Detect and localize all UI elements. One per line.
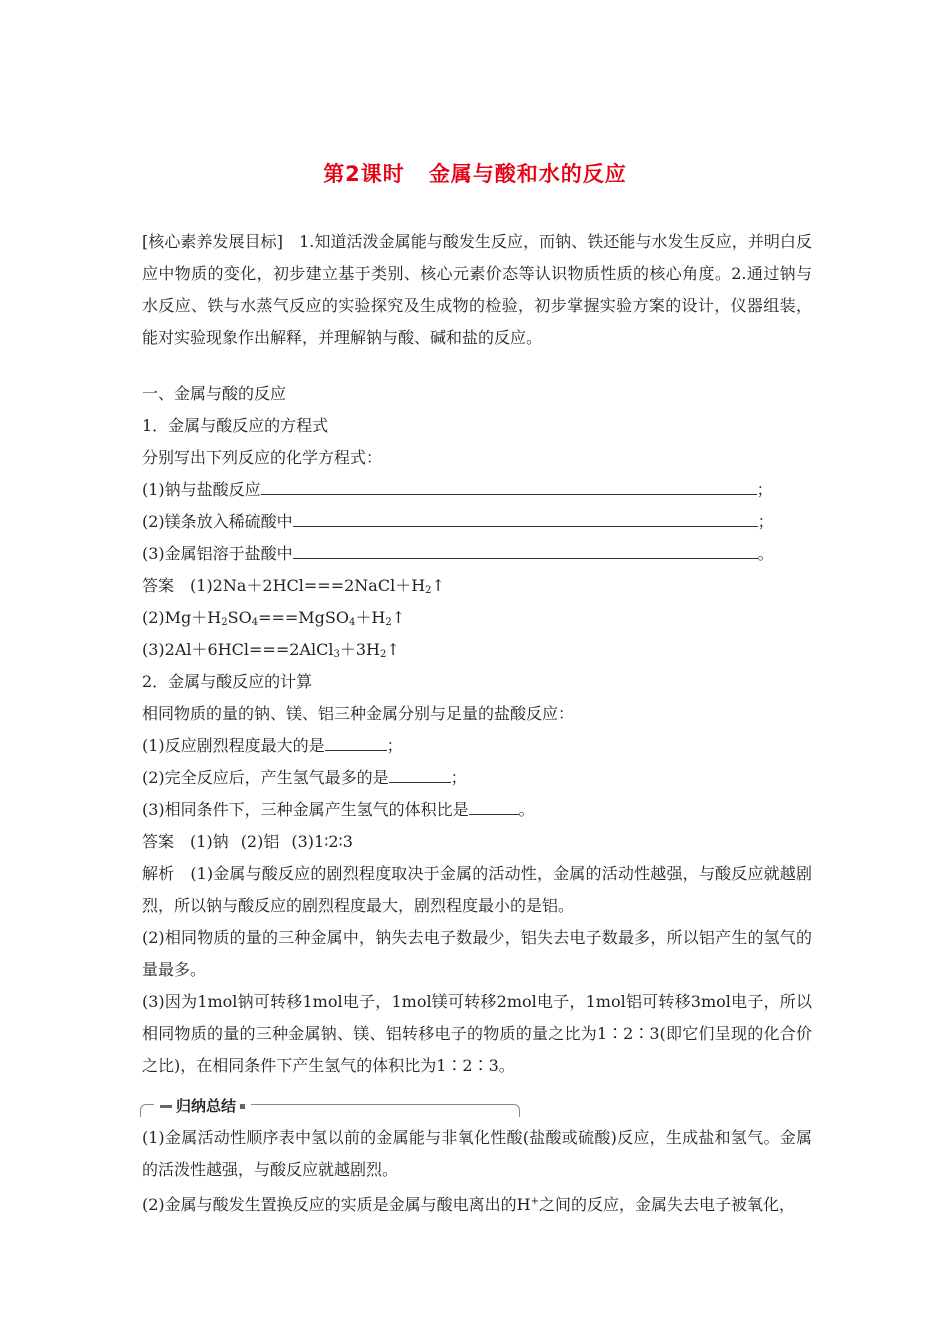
summary-label — [154, 1096, 251, 1116]
equation-2-part: ＋H — [355, 608, 386, 627]
analysis-2: (2)相同物质的量的三种金属中，钠失去电子数最少，铝失去电子数最多，所以铝产生的氢气的量最多。 — [142, 928, 812, 979]
summary-p2-text: 之间的反应，金属失去电子被氧化， — [539, 1195, 796, 1214]
gas-arrow: ↑ — [391, 608, 406, 627]
calc-question-3-text: (3)相同条件下，三种金属产生氢气的体积比是 — [142, 800, 469, 819]
subheading-calculation: 2．金属与酸反应的计算 — [142, 672, 313, 691]
answer-1 — [142, 576, 445, 601]
calc-question-2-text: (2)完全反应后，产生氢气最多的是 — [142, 768, 389, 787]
analysis-1 — [142, 858, 812, 922]
core-goals-paragraph: [核心素养发展目标] 1.知道活泼金属能与酸发生反应，而钠、铁还能与水发生反应，并明白反应中物质的变化，初步建立基于类别、核心元素价态等认识物质性质的核心角度。2.通过钠与水反应、铁与水蒸气反应的实验探究及生成物的检验，初步掌握实验方案的设计，仪器组装，能对实验现象作出解释，并理解钠与酸、碱和盐的反应。 — [142, 232, 812, 347]
answer-blank[interactable] — [469, 800, 519, 815]
equation-2-part: SO — [227, 608, 252, 627]
equation-2-part: (2)Mg＋H — [142, 608, 222, 627]
answer-label: 答案 — [142, 832, 175, 851]
answer-blank[interactable] — [389, 768, 451, 783]
calc-question-3 — [142, 800, 535, 820]
square-icon — [240, 1104, 245, 1109]
answer-calc — [142, 832, 353, 852]
summary-paragraph-1: (1)金属活动性顺序表中氢以前的金属能与非氧化性酸(盐酸或硫酸)反应，生成盐和氢气。金属的活泼性越强，与酸反应就越剧烈。 — [142, 1128, 812, 1179]
summary-label-text: 归纳总结 — [176, 1097, 237, 1115]
gas-arrow: ↑ — [386, 640, 400, 659]
section-heading: 一、金属与酸的反应 — [142, 384, 287, 403]
punctuation: ； — [450, 768, 467, 787]
analysis-3: (3)因为1mol钠可转移1mol电子，1mol镁可转移2mol电子，1mol铝可转移3mol电子，所以相同物质的量的三种金属钠、镁、铝转移电子的物质的量之比为1∶2∶3(即它们呈现的化合价之比)，在相同条件下产生氢气的体积比为1∶2∶3。 — [142, 992, 812, 1075]
question-2-text: (2)镁条放入稀硫酸中 — [142, 512, 293, 531]
analysis-label: 解析 — [142, 864, 175, 883]
subscript: 2 — [379, 649, 387, 660]
subscript: 2 — [221, 617, 228, 628]
summary-header — [140, 1096, 520, 1120]
answer-blank[interactable] — [293, 544, 758, 559]
subscript: 2 — [385, 617, 392, 628]
equation-1: (1)2Na＋2HCl===2NaCl＋H — [190, 576, 426, 595]
calc-question-1 — [142, 736, 403, 756]
answer-item: (3)1∶2∶3 — [291, 832, 353, 851]
calculation-intro: 相同物质的量的钠、镁、铝三种金属分别与足量的盐酸反应： — [142, 704, 575, 723]
punctuation: ； — [756, 480, 773, 499]
subscript: 4 — [251, 617, 259, 628]
answer-blank[interactable] — [293, 512, 758, 527]
dash-icon — [160, 1105, 172, 1108]
answer-blank[interactable] — [325, 736, 387, 751]
page-title — [0, 158, 950, 188]
answer-item: (2)铝 — [240, 832, 280, 851]
answer-blank[interactable] — [261, 480, 757, 495]
summary-paragraph-2 — [142, 1186, 812, 1221]
subscript: 3 — [333, 649, 340, 660]
calc-question-2 — [142, 768, 467, 788]
lesson-topic: 金属与酸和水的反应 — [428, 162, 627, 186]
answer-3 — [142, 640, 400, 665]
punctuation: 。 — [757, 544, 774, 563]
answer-label: 答案 — [142, 576, 175, 595]
subscript: 2 — [425, 585, 432, 596]
answer-item: (1)钠 — [190, 832, 229, 851]
punctuation: ； — [386, 736, 403, 755]
lesson-number: 第2课时 — [323, 162, 405, 186]
equation-3-part: ＋3H — [339, 640, 380, 659]
question-1-text: (1)钠与盐酸反应 — [142, 480, 261, 499]
gas-arrow: ↑ — [431, 576, 445, 595]
subheading-equations: 1．金属与酸反应的方程式 — [142, 416, 329, 435]
question-1 — [142, 480, 773, 500]
question-3-text: (3)金属铝溶于盐酸中 — [142, 544, 293, 563]
punctuation: ； — [757, 512, 774, 531]
superscript: + — [530, 1196, 540, 1207]
question-3 — [142, 544, 774, 564]
calc-question-1-text: (1)反应剧烈程度最大的是 — [142, 736, 325, 755]
equation-3-part: (3)2Al＋6HCl===2AlCl — [142, 640, 334, 659]
subscript: 4 — [349, 617, 356, 628]
punctuation: 。 — [518, 800, 535, 819]
equation-2-part: ===MgSO — [258, 608, 349, 627]
analysis-1-text: (1)金属与酸反应的剧烈程度取决于金属的活动性，金属的活动性越强，与酸反应就越剧烈，所以钠与酸反应的剧烈程度最大，剧烈程度最小的是铝。 — [142, 864, 812, 915]
summary-p2-text: (2)金属与酸发生置换反应的实质是金属与酸电离出的H — [142, 1195, 531, 1214]
question-2 — [142, 512, 774, 532]
answer-2 — [142, 608, 405, 633]
instruction-text: 分别写出下列反应的化学方程式： — [142, 448, 383, 467]
